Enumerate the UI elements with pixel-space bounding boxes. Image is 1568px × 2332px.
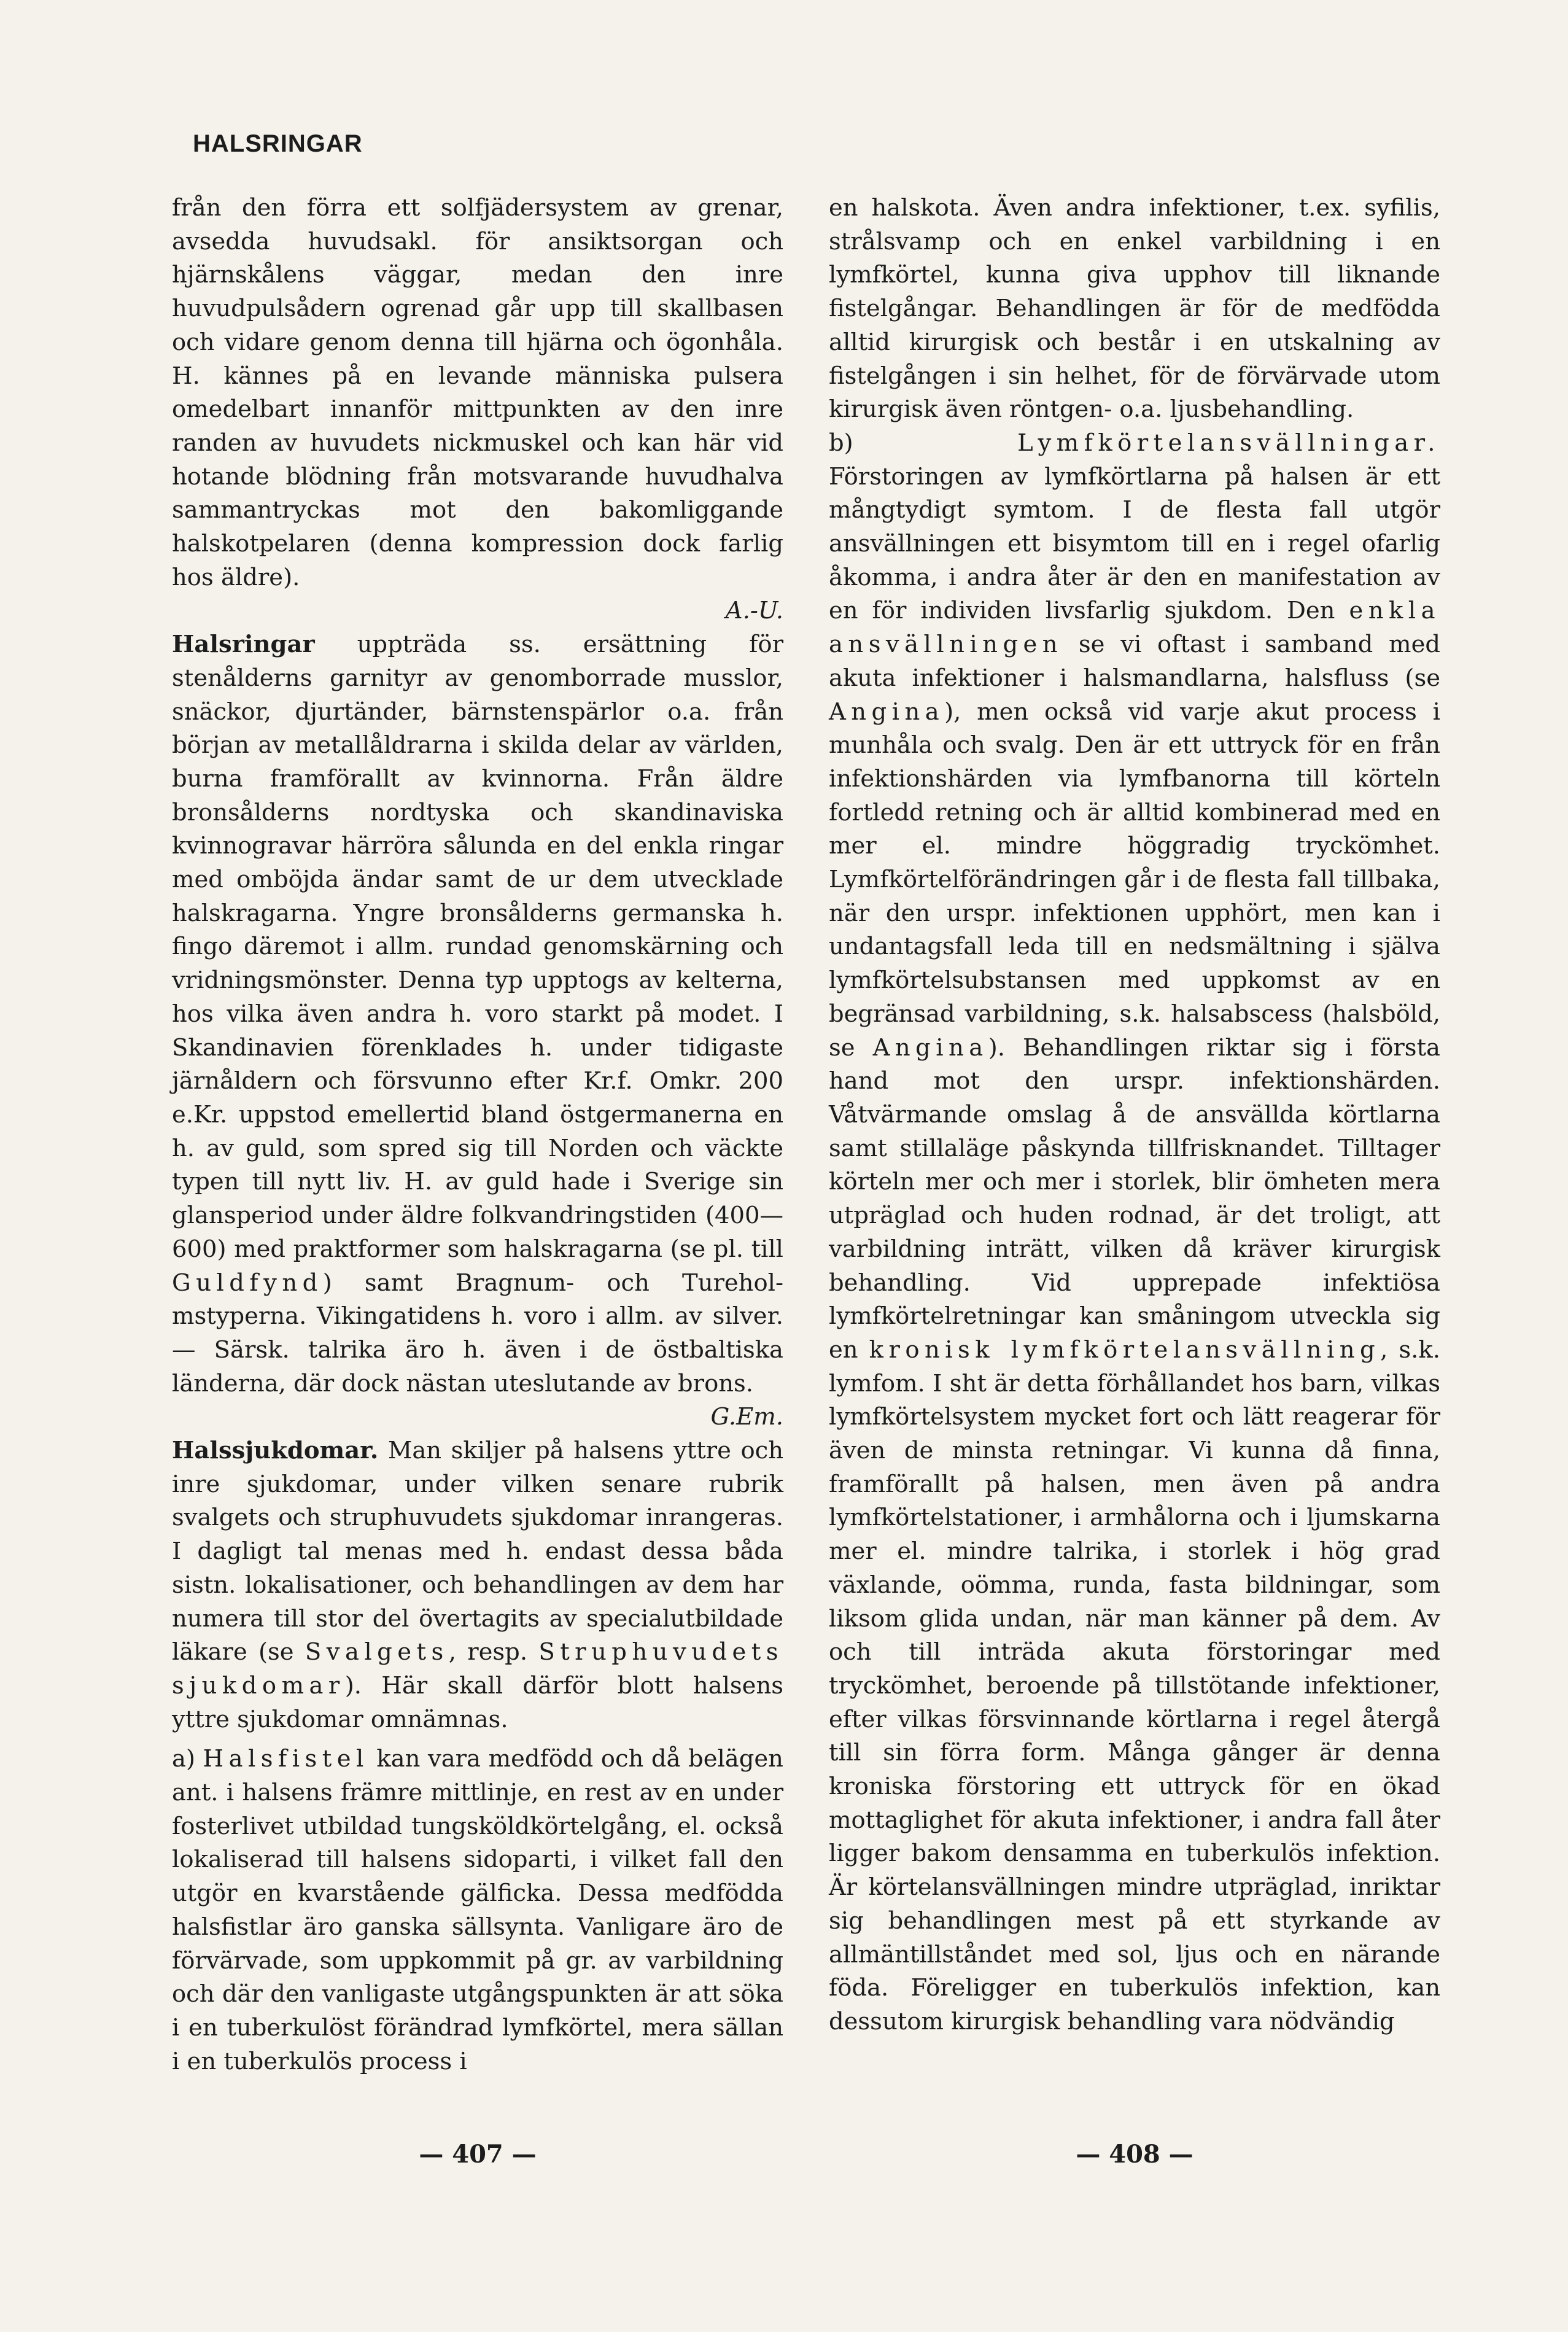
section-prefix: b): [829, 429, 853, 457]
article-heading: Halsringar: [172, 631, 315, 659]
section-prefix: a): [172, 1745, 195, 1773]
article-text: , resp.: [448, 1638, 528, 1666]
article-text: uppträda ss. ersättning för stenålderns garnityr av genomborrade musslor, snäckor, djurtänder, bärnstenspärlor o.a. från början av metallåldrarna i skilda delar av världen, burna framförallt av kvinnorna. Från äldre bronsålderns nordtyska och skandinaviska kvinnogravar härröra sålunda en del enkla ringar med omböjda ändar samt de ur dem utvecklade halskragarna. Yngre bronsålderns germanska h. fingo däremot i allm. rundad genomskärning och vridningsmönster. Denna typ upptogs av kelterna, hos vilka även andra h. voro starkt på modet. I Skandinavien förenklades h. under tidigaste järnåldern och försvunno efter Kr.f. Omkr. 200 e.Kr. uppstod emellertid bland östgermanerna en h. av guld, som spred sig till Norden och väckte typen till nytt liv. H. av guld hade i Sverige sin glansperiod under äldre folkvandringstiden (400—600) med praktformer som halskragarna (se pl. till: [172, 631, 783, 1263]
left-column: [172, 192, 783, 2078]
section-term: kronisk lymfkörtelansvällning: [869, 1335, 1381, 1364]
right-column: [829, 192, 1440, 2039]
section-text: se vi oftast i samband med akuta infektioner i halsmandlarna, halsfluss (se: [829, 631, 1440, 692]
section-text: ). Behandlingen riktar sig i första hand mot den urspr. infektionshärden. Våtvärmande omslag å de ansvällda körtlarna samt stillaläge påskynda tillfrisknandet. Tilltager körteln mer och mer i storlek, blir ömheten mera utpräglad och huden rodnad, är det troligt, att varbildning inträtt, vilken då kräver kirurgisk behandling. Vid upprepade infektiösa lymfkörtelretningar kan småningom utveckla sig en: [829, 1033, 1440, 1364]
paragraph-arteries: [172, 192, 783, 628]
section-text: kan vara medfödd och då belägen ant. i halsens främre mittlinje, en rest av en under fosterlivet utbildad tungsköldkörtelgång, el. också lokaliserad till halsens sidoparti, i vilket fall den utgör en kvarstående gälficka. Dessa medfödda halsfistlar äro ganska sällsynta. Vanligare äro de förvärvade, som uppkommit på gr. av varbildning och där den vanligaste utgångspunkten är att söka i en tuberkulöst förändrad lymfkörtel, mera sällan i en tuberkulös process i: [172, 1745, 783, 2075]
cross-reference: Svalgets: [305, 1638, 449, 1666]
section-term: Halsfistel: [203, 1745, 369, 1773]
section-text: ), men också vid varje akut process i munhåla och svalg. Den är ett uttryck för en från infektionshärden via lymfbanorna till körteln fortledd retning och är alltid kombinerad med en mer el. mindre höggradig tryckömhet. Lymfkörtelförändringen går i de flesta fall tillbaka, när den urspr. infektionen upphört, men kan i undantagsfall leda till en nedsmältning i själva lymfkörtelsubstansen med uppkomst av en begränsad varbildning, s.k. halsabscess (halsböld, se: [829, 698, 1440, 1062]
section-halsfistel: [172, 1743, 783, 2078]
section-lymfkortel: [829, 427, 1440, 2039]
section-term: enkla ansvällningen: [829, 597, 1440, 659]
article-halssjukdomar: [172, 1434, 783, 1736]
paragraph-text: från den förra ett solfjädersystem av grenar, avsedda huvudsakl. för ansiktsorgan och hjärnskålens väggar, medan den inre huvudpulsådern ogrenad går upp till skallbasen och vidare genom denna till hjärna och ögonhåla. H. kännes på en levande människa pulsera omedelbart innanför mittpunkten av den inre randen av huvudets nickmuskel och kan här vid hotande blödning från motsvarande huvudhalva sammantryckas mot den bakomliggande halskotpelaren (denna kompression dock farlig hos äldre).: [172, 194, 783, 591]
paragraph-fistel-continued: [829, 192, 1440, 427]
cross-reference: Struphuvudets sjukdomar: [172, 1638, 783, 1700]
author-signature: G.Em.: [710, 1403, 783, 1431]
cross-reference: Guldfynd: [172, 1269, 323, 1297]
cross-reference: Angina: [872, 1033, 988, 1062]
article-halsringar: [172, 628, 783, 1434]
cross-reference: Angina: [829, 698, 945, 726]
article-text: ). Här skall därför blott halsens yttre sjukdomar omnämnas.: [172, 1671, 783, 1733]
section-text: Förstoringen av lymfkörtlarna på halsen är ett mångtydigt symtom. I de flesta fall utgör ansvällningen ett bisymtom till en i regel ofarlig åkomma, i andra åter är den en manifestation av en för individen livsfarlig sjukdom. Den: [829, 462, 1440, 625]
section-text: , s.k. lymfom. I sht är detta förhållandet hos barn, vilkas lymfkörtelsystem mycket fort och lätt reagerar för även de minsta retningar. Vi kunna då finna, framförallt på halsen, men även på andra lymfkörtelstationer, i armhålorna och i ljumskarna mer el. mindre talrika, i storlek i hög grad växlande, oömma, runda, fasta bildningar, som liksom glida undan, när man känner på dem. Av och till inträda akuta förstoringar med tryckömhet, beroende på tillstötande infektioner, efter vilkas försvinnande körtlarna i regel återgå till sin förra form. Många gånger är denna kroniska förstoring ett uttryck för en ökad mottaglighet för akuta infektioner, i andra fall åter ligger bakom densamma en tuberkulös infektion. Är körtelansvällningen mindre utpräglad, inriktar sig behandlingen mest på ett styrkande av allmäntillståndet med sol, ljus och en närande föda. Föreligger en tuberkulös infektion, kan dessutom kirurgisk behandling vara nödvändig: [829, 1335, 1440, 2035]
page-header: HALSRINGAR: [193, 130, 363, 157]
page-number-left: — 407 —: [419, 2140, 537, 2169]
paragraph-text: en halskota. Även andra infektioner, t.ex. syfilis, strålsvamp och en enkel varbildning i en lymfkörtel, kunna giva upphov till liknande fistelgångar. Behandlingen är för de medfödda alltid kirurgisk och består i en utskalning av fistelgången i sin helhet, för de förvärvade utom kirurgisk även röntgen- o.a. ljusbehandling.: [829, 194, 1440, 424]
article-text: Man skiljer på halsens yttre och inre sjukdomar, under vilken senare rubrik svalgets och struphuvudets sjukdomar inrangeras. I dagligt tal menas med h. endast dessa båda sistn. lokalisationer, och behandlingen av dem har numera till stor del övertagits av specialutbildade läkare (se: [172, 1437, 783, 1666]
article-heading: Halssjukdomar.: [172, 1437, 379, 1465]
article-text: ) samt Bragnum- och Tureholmstyperna. Vikingatidens h. voro i allm. av silver. — Särsk. talrika äro h. även i de östbaltiska länderna, där dock nästan uteslutande av brons.: [172, 1269, 783, 1397]
page-number-right: — 408 —: [1076, 2140, 1193, 2169]
author-signature: A.-U.: [725, 597, 783, 625]
section-term: Lymfkörtelansvällningar.: [1017, 429, 1440, 457]
